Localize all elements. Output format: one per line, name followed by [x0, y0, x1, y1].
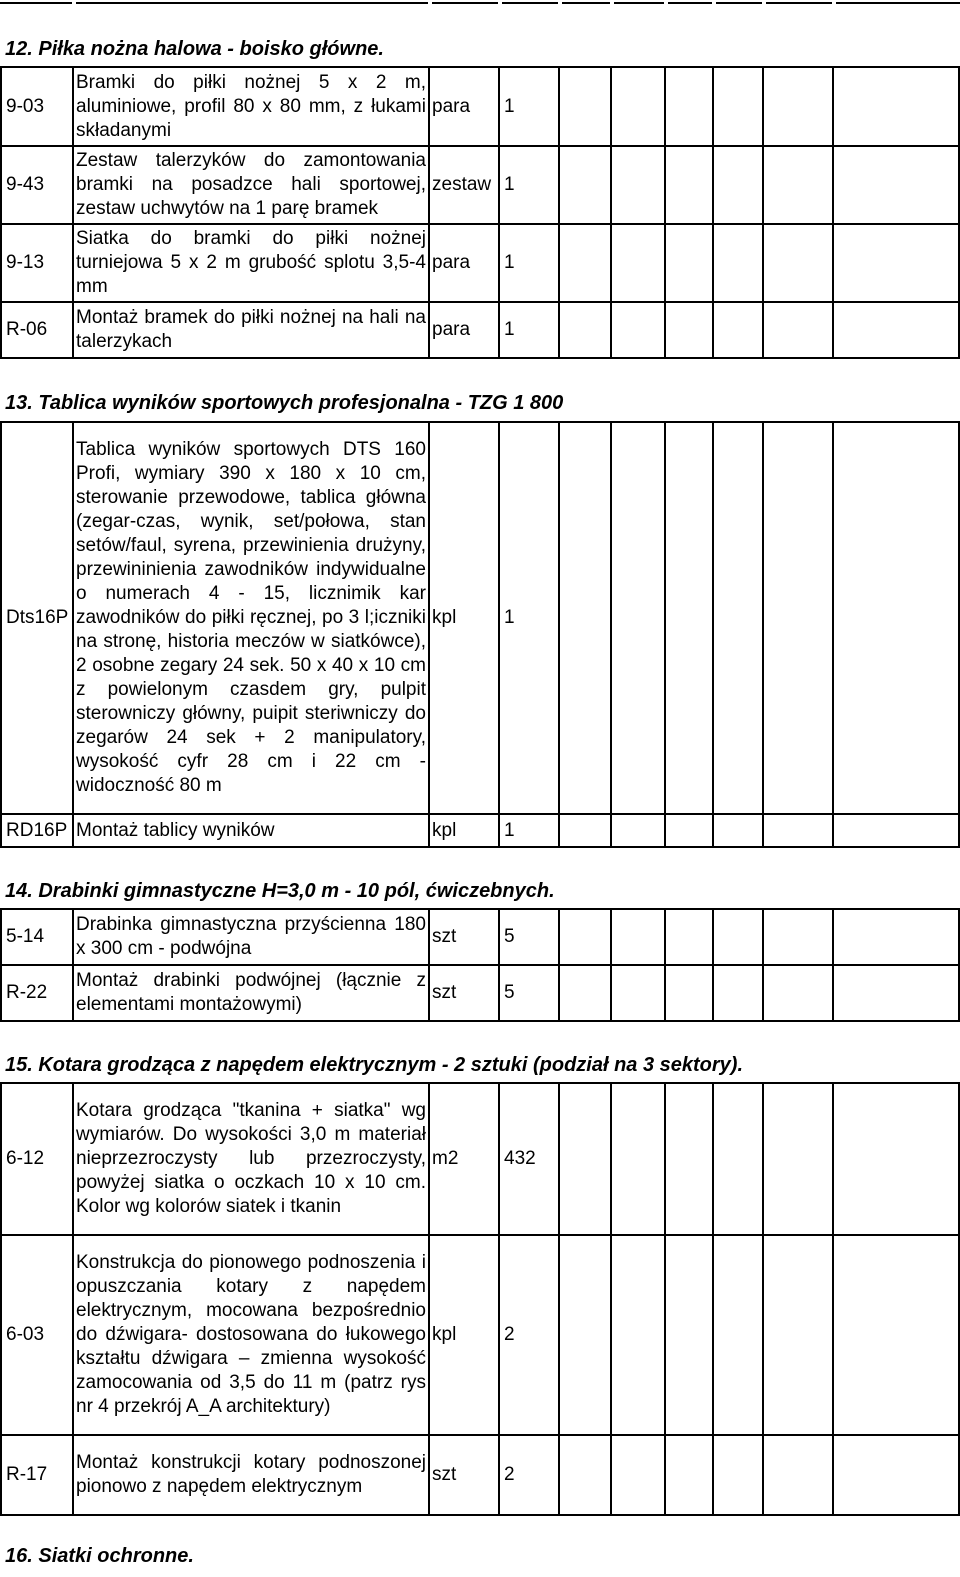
item-description: Montaż tablicy wyników: [73, 814, 429, 847]
item-description: Siatka do bramki do piłki nożnej turniejowa 5 x 2 m grubość splotu 3,5-4 mm: [73, 224, 429, 302]
item-unit: szt: [429, 965, 499, 1021]
item-code: R-06: [1, 302, 73, 358]
item-unit: szt: [429, 1435, 499, 1515]
item-quantity: 1: [499, 224, 559, 302]
item-code: Dts16P: [1, 422, 73, 814]
item-code: 6-03: [1, 1235, 73, 1435]
table-row: [1, 146, 959, 224]
table-row: [1, 814, 959, 847]
item-description: Tablica wyników sportowych DTS 160 Profi, wymiary 390 x 180 x 10 cm, sterowanie przewodowe, tablica główna (zegar-czas, wynik, set/połowa, stan setów/faul, syrena, przewinienia drużyny, przewininienia zawodników indywidualne o numerach 4 - 15, licznimik kar zawodników do piłki ręcznej, po 3 l;iczniki na stronę, historia meczów w siatkówce), 2 osobne zegary 24 sek. 50 x 40 x 10 cm z powielonym czasdem gry, pulpit sterowniczy główny, puipit steriwniczy do zegarów 24 sek + 2 manipulatory, wysokość cyfr 28 cm i 22 cm - widoczność 80 m: [73, 422, 429, 814]
item-quantity: 2: [499, 1435, 559, 1515]
section-heading-15: 15. Kotara grodząca z napędem elektrycznym - 2 sztuki (podział na 3 sektory).: [5, 1054, 744, 1076]
table-row: [1, 1435, 959, 1515]
item-unit: para: [429, 67, 499, 146]
item-description: Kotara grodząca "tkanina + siatka" wg wymiarów. Do wysokości 3,0 m materiał nieprzezroczysty lub przezroczysty, powyżej siatka o oczkach 10 x 10 cm. Kolor wg kolorów siatek i tkanin: [73, 1083, 429, 1235]
table-row: [1, 224, 959, 302]
item-code: 5-14: [1, 909, 73, 965]
item-code: R-17: [1, 1435, 73, 1515]
item-description: Zestaw talerzyków do zamontowania bramki na posadzce hali sportowej, zestaw uchwytów na 1 parę bramek: [73, 146, 429, 224]
item-quantity: 2: [499, 1235, 559, 1435]
items-table-14: [0, 908, 960, 1022]
table-row: [1, 302, 959, 358]
items-table-15: [0, 1082, 960, 1516]
item-code: 9-03: [1, 67, 73, 146]
table-row: [1, 67, 959, 146]
item-description: Montaż bramek do piłki nożnej na hali na talerzykach: [73, 302, 429, 358]
items-table-12: [0, 66, 960, 359]
item-description: Bramki do piłki nożnej 5 x 2 m, aluminiowe, profil 80 x 80 mm, z łukami składanymi: [73, 67, 429, 146]
item-description: Drabinka gimnastyczna przyścienna 180 x 300 cm - podwójna: [73, 909, 429, 965]
table-row: [1, 422, 959, 814]
item-description: Konstrukcja do pionowego podnoszenia i opuszczania kotary z napędem elektrycznym, mocowana bezpośrednio do dźwigara- dostosowana do łukowego kształtu dźwigara – zmienna wysokość zamocowania od 3,5 do 11 m (patrz rys nr 4 przekrój A_A architektury): [73, 1235, 429, 1435]
item-quantity: 1: [499, 302, 559, 358]
table-row: [1, 965, 959, 1021]
item-unit: kpl: [429, 1235, 499, 1435]
table-row: [1, 909, 959, 965]
item-quantity: 5: [499, 909, 559, 965]
item-unit: kpl: [429, 422, 499, 814]
section-heading-13: 13. Tablica wyników sportowych profesjonalna - TZG 1 800: [5, 392, 564, 414]
item-unit: zestaw: [429, 146, 499, 224]
item-code: 9-13: [1, 224, 73, 302]
section-heading-16: 16. Siatki ochronne.: [5, 1545, 194, 1567]
item-quantity: 1: [499, 67, 559, 146]
item-code: 6-12: [1, 1083, 73, 1235]
item-unit: para: [429, 224, 499, 302]
item-unit: kpl: [429, 814, 499, 847]
item-quantity: 5: [499, 965, 559, 1021]
item-code: RD16P: [1, 814, 73, 847]
item-description: Montaż konstrukcji kotary podnoszonej pionowo z napędem elektrycznym: [73, 1435, 429, 1515]
item-code: 9-43: [1, 146, 73, 224]
item-quantity: 432: [499, 1083, 559, 1235]
item-quantity: 1: [499, 146, 559, 224]
item-code: R-22: [1, 965, 73, 1021]
table-row: [1, 1235, 959, 1435]
item-quantity: 1: [499, 422, 559, 814]
section-heading-12: 12. Piłka nożna halowa - boisko główne.: [5, 38, 384, 60]
item-description: Montaż drabinki podwójnej (łącznie z elementami montażowymi): [73, 965, 429, 1021]
item-unit: m2: [429, 1083, 499, 1235]
top-rule-lines: [0, 0, 960, 6]
item-unit: para: [429, 302, 499, 358]
section-heading-14: 14. Drabinki gimnastyczne H=3,0 m - 10 pól, ćwiczebnych.: [5, 880, 555, 902]
item-unit: szt: [429, 909, 499, 965]
items-table-13: [0, 421, 960, 848]
item-quantity: 1: [499, 814, 559, 847]
table-row: [1, 1083, 959, 1235]
